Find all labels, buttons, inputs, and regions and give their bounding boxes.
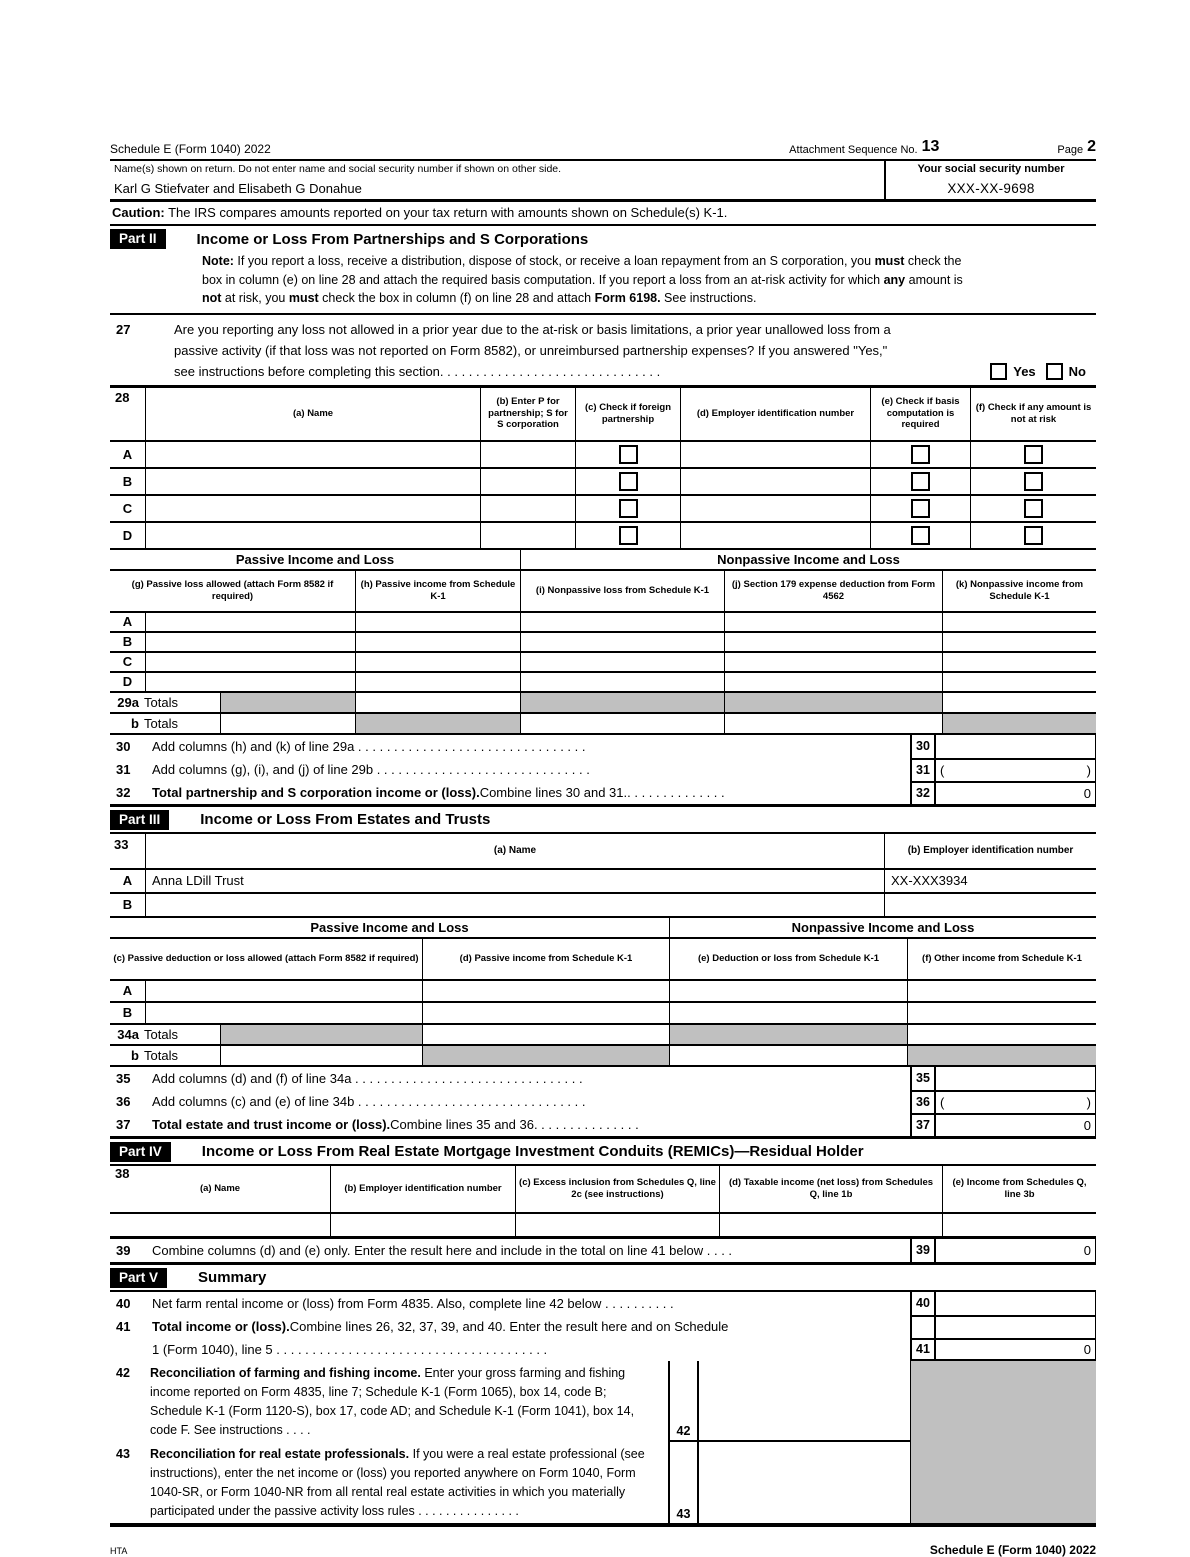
part3-header	[110, 804, 1096, 834]
d-input[interactable]	[422, 1003, 669, 1023]
part5-header	[110, 1262, 1096, 1292]
income-input[interactable]	[942, 1214, 1096, 1236]
part2-note: Note: If you report a loss, receive a distribution, dispose of stock, or receive a loan repayment from an S corporation, you must check the box in column (e) on line 28 and attach the required basis computation. If you report a loss from an at-risk activity for which any amount is not at risk, you must check the box in column (f) on line 28 and attach Form 6198. See instructions.	[202, 254, 963, 305]
line36-text: Add columns (c) and (e) of line 34b . . . . . . . . . . . . . . . . . . . . . . . . . . . . . . . .	[152, 1093, 586, 1109]
line38-number: 38	[115, 1165, 130, 1181]
basis-computation-checkbox[interactable]	[911, 445, 930, 464]
line41-row1	[110, 1315, 1096, 1338]
part4-header	[110, 1136, 1096, 1166]
name-input[interactable]	[145, 469, 480, 494]
basis-computation-checkbox[interactable]	[911, 499, 930, 518]
line30	[110, 735, 1096, 758]
not-at-risk-checkbox[interactable]	[1024, 472, 1043, 491]
h-total-shaded	[355, 714, 520, 733]
line41-amount-spacer	[936, 1315, 1096, 1338]
shaded-area	[910, 1361, 1096, 1523]
line34a-totals-row	[110, 1025, 1096, 1046]
col-b-header: (b) Enter P for partnership; S for S corporation	[480, 388, 575, 440]
ssn-field[interactable]	[884, 161, 1096, 199]
ein-input[interactable]	[680, 523, 870, 548]
pnl3-row-b: B	[110, 1003, 1096, 1025]
line38-row	[110, 1214, 1096, 1239]
line35	[110, 1067, 1096, 1090]
line31-number: 31	[116, 761, 131, 777]
type-input[interactable]	[480, 469, 575, 494]
col-a-header: (a) Name	[145, 834, 884, 868]
trust-ein[interactable]	[884, 894, 1096, 916]
line40-number: 40	[116, 1295, 131, 1311]
ein-input[interactable]	[680, 496, 870, 521]
line41-text: Total income or (loss). Combine lines 26, 32, 37, 39, and 40. Enter the result here and on Schedule	[152, 1318, 729, 1334]
k-input[interactable]	[942, 633, 1096, 651]
line41-box-spacer	[910, 1315, 936, 1338]
line32-number: 32	[116, 784, 131, 800]
reconciliation-block	[110, 1361, 1096, 1527]
j-input[interactable]	[724, 653, 942, 671]
not-at-risk-checkbox[interactable]	[1024, 445, 1043, 464]
line31-amount[interactable]: ( )	[936, 758, 1096, 781]
line37-box-number: 37	[910, 1113, 936, 1136]
c-input[interactable]	[145, 1003, 422, 1023]
k-total-shaded	[942, 714, 1096, 733]
line42-number: 42	[116, 1365, 130, 1380]
col-f-header: (f) Other income from Schedule K-1	[907, 939, 1096, 979]
part3-bar: Part III	[110, 810, 169, 830]
d-total-input[interactable]	[422, 1025, 669, 1044]
line41-row2	[110, 1338, 1096, 1361]
line27-no-label: No	[1068, 363, 1086, 379]
line31-text: Add columns (g), (i), and (j) of line 29b . . . . . . . . . . . . . . . . . . . . . . . . . . . . . .	[152, 761, 590, 777]
d-input[interactable]	[422, 981, 669, 1001]
line32-text: Total partnership and S corporation income or (loss). Combine lines 30 and 31.. . . . . . . . . . . . . .	[152, 784, 725, 800]
line41-text-2: 1 (Form 1040), line 5 . . . . . . . . . . . . . . . . . . . . . . . . . . . . . . . . . . . . . .	[152, 1341, 548, 1357]
line28-row-a: A	[110, 442, 1096, 469]
line35-box-number: 35	[910, 1067, 936, 1090]
line40	[110, 1292, 1096, 1315]
attachment-sequence-label: Attachment Sequence No.	[789, 144, 918, 156]
line43-box-number: 43	[676, 1506, 691, 1521]
page-label: Page	[1057, 144, 1084, 156]
line30-text: Add columns (h) and (k) of line 29a . . . . . . . . . . . . . . . . . . . . . . . . . . . . . . . .	[152, 738, 586, 754]
passive-header: Passive Income and Loss	[235, 551, 395, 567]
j-input[interactable]	[724, 633, 942, 651]
totals-label: Totals	[144, 1047, 178, 1063]
foreign-partnership-checkbox[interactable]	[619, 472, 638, 491]
line28-row-b: B	[110, 469, 1096, 496]
col-e-header: (e) Check if basis computation is required	[870, 388, 970, 440]
k-input[interactable]	[942, 673, 1096, 691]
line43-text-block: 43 Reconciliation for real estate professionals. If you were a real estate professional (see instructions), enter the net income or (loss) you reported anywhere on Form 1040, Form 1040-SR, or Form 1040-NR from all rental real estate activities in which you materially participated under the passive activity loss rules . . . . . . . . . . . . . . .	[110, 1442, 668, 1523]
line33-table	[110, 834, 1096, 918]
line29b-number: b	[131, 715, 139, 731]
line39-box-number: 39	[910, 1239, 936, 1262]
foreign-partnership-checkbox[interactable]	[619, 526, 638, 545]
footer-form-id: Schedule E (Form 1040) 2022	[929, 1542, 1096, 1557]
line33-row-b: B	[110, 894, 1096, 918]
j-input[interactable]	[724, 673, 942, 691]
k-total-input[interactable]	[942, 693, 1096, 712]
e-input[interactable]	[669, 1003, 907, 1023]
col-b-header: (b) Employer identification number	[884, 834, 1096, 868]
line36	[110, 1090, 1096, 1113]
totals-label: Totals	[144, 1026, 178, 1042]
line37-text: Total estate and trust income or (loss). Combine lines 35 and 36. . . . . . . . . . . . . . .	[152, 1116, 639, 1132]
line41-box-number: 41	[910, 1338, 936, 1361]
line27-text-1: Are you reporting any loss not allowed in a prior year due to the at-risk or basis limitations, a prior year unallowed loss from a	[174, 321, 891, 337]
line35-amount[interactable]	[936, 1067, 1096, 1090]
excess-inclusion-input[interactable]	[515, 1214, 719, 1236]
line28-row-d: D	[110, 523, 1096, 550]
name-input[interactable]	[145, 442, 480, 467]
i-input[interactable]	[520, 613, 724, 631]
col-h-header: (h) Passive income from Schedule K-1	[355, 571, 520, 611]
schedule-e-page2	[110, 138, 1096, 1557]
line27-text-3: see instructions before completing this section. . . . . . . . . . . . . . . . . . . . . . . . . . . . . . .	[174, 363, 661, 379]
type-input[interactable]	[480, 523, 575, 548]
line29b-totals-row	[110, 714, 1096, 735]
pnl-row-d: D	[110, 673, 1096, 693]
h-input[interactable]	[355, 653, 520, 671]
line39-amount: 0	[936, 1239, 1096, 1262]
line39	[110, 1239, 1096, 1262]
line30-box-number: 30	[910, 735, 936, 758]
c-total-shaded	[220, 1025, 422, 1044]
g-total-input[interactable]	[220, 714, 355, 733]
g-input[interactable]	[145, 673, 355, 691]
f-input[interactable]	[907, 981, 1096, 1001]
not-at-risk-checkbox[interactable]	[1024, 499, 1043, 518]
line32	[110, 781, 1096, 804]
f-total-input[interactable]	[907, 1025, 1096, 1044]
caution-text: The IRS compares amounts reported on your tax return with amounts shown on Schedule(s) K-1.	[164, 205, 728, 220]
d-total-shaded	[422, 1046, 669, 1065]
basis-computation-checkbox[interactable]	[911, 526, 930, 545]
line35-number: 35	[116, 1070, 131, 1086]
pnl3-row-a: A	[110, 981, 1096, 1003]
part3-income-loss-table	[110, 918, 1096, 1067]
line34a-number: 34a	[117, 1026, 139, 1042]
col-d-header: (d) Employer identification number	[680, 388, 870, 440]
col-c-header: (c) Check if foreign partnership	[575, 388, 680, 440]
line33-row-a: A Anna LDill Trust XX-XXX3934	[110, 870, 1096, 894]
line40-amount[interactable]	[936, 1292, 1096, 1315]
i-total-shaded	[520, 693, 724, 712]
remic-name-input[interactable]	[110, 1214, 330, 1236]
c-total-input[interactable]	[220, 1046, 422, 1065]
ssn-value: XXX-XX-9698	[947, 181, 1035, 196]
type-input[interactable]	[480, 496, 575, 521]
line30-amount[interactable]	[936, 735, 1096, 758]
j-total-shaded	[724, 693, 942, 712]
line28-row-c: C	[110, 496, 1096, 523]
col-b-header: (b) Employer identification number	[330, 1166, 515, 1212]
line37-number: 37	[116, 1116, 131, 1132]
line37	[110, 1113, 1096, 1136]
taxpayer-name: Karl G Stiefvater and Elisabeth G Donahue	[114, 181, 362, 196]
col-i-header: (i) Nonpassive loss from Schedule K-1	[520, 571, 724, 611]
part2-header-block	[110, 226, 1096, 315]
line28-number: 28	[115, 389, 130, 405]
e-total-input[interactable]	[669, 1046, 907, 1065]
col-a-header: (a) Name	[145, 388, 480, 440]
part4-title: Income or Loss From Real Estate Mortgage Investment Conduits (REMICs)—Residual Holder	[201, 1143, 864, 1160]
line30-number: 30	[116, 738, 131, 754]
line32-amount: 0	[936, 781, 1096, 804]
i-input[interactable]	[520, 673, 724, 691]
line27-yes-checkbox[interactable]	[990, 363, 1007, 380]
col-d-header: (d) Taxable income (net loss) from Schedules Q, line 1b	[719, 1166, 942, 1212]
ein-input[interactable]	[680, 469, 870, 494]
h-input[interactable]	[355, 673, 520, 691]
part2-title: Income or Loss From Partnerships and S Corporations	[196, 230, 589, 248]
part2-income-loss-table	[110, 550, 1096, 735]
col-c-header: (c) Passive deduction or loss allowed (attach Form 8582 if required)	[113, 952, 419, 964]
e-total-shaded	[669, 1025, 907, 1044]
part5-bar: Part V	[110, 1268, 167, 1288]
name-ssn-row	[110, 161, 1096, 202]
line27-no-checkbox[interactable]	[1046, 363, 1063, 380]
foreign-partnership-checkbox[interactable]	[619, 499, 638, 518]
name-label: Name(s) shown on return. Do not enter name and social security number if shown on other side.	[114, 163, 562, 175]
trust-name[interactable]: Anna LDill Trust	[145, 870, 884, 892]
col-a-header: (a) Name	[199, 1182, 241, 1194]
line40-text: Net farm rental income or (loss) from Form 4835. Also, complete line 42 below . . . . . . . . . .	[152, 1295, 674, 1311]
j-input[interactable]	[724, 613, 942, 631]
caution-label: Caution:	[112, 205, 165, 220]
col-e-header: (e) Deduction or loss from Schedule K-1	[669, 939, 907, 979]
col-d-header: (d) Passive income from Schedule K-1	[422, 939, 669, 979]
line42-amount[interactable]	[699, 1361, 910, 1442]
line36-amount[interactable]: ( )	[936, 1090, 1096, 1113]
line34b-number: b	[131, 1047, 139, 1063]
e-input[interactable]	[669, 981, 907, 1001]
f-total-shaded	[907, 1046, 1096, 1065]
totals-label: Totals	[144, 715, 178, 731]
line29a-totals-row	[110, 693, 1096, 714]
line27-text-2: passive activity (if that loss was not reported on Form 8582), or unreimbursed partnership expenses? If you answered "Yes,"	[174, 342, 888, 358]
i-input[interactable]	[520, 633, 724, 651]
part2-bar: Part II	[110, 229, 166, 249]
line40-box-number: 40	[910, 1292, 936, 1315]
h-input[interactable]	[355, 633, 520, 651]
taxable-income-input[interactable]	[719, 1214, 942, 1236]
name-input[interactable]	[145, 523, 480, 548]
passive-header: Passive Income and Loss	[310, 919, 469, 935]
page-footer	[110, 1543, 1096, 1557]
line42-text-block: 42 Reconciliation of farming and fishing income. Enter your gross farming and fishing income reported on Form 4835, line 7; Schedule K-1 (Form 1065), box 14, code B; Schedule K-1 (Form 1120-S), box 17, code AD; and Schedule K-1 (Form 1041), box 14, code F. See instructions . . . .	[110, 1361, 668, 1442]
i-total-input[interactable]	[520, 714, 724, 733]
remic-ein-input[interactable]	[330, 1214, 515, 1236]
line38-table	[110, 1166, 1096, 1239]
line34b-totals-row	[110, 1046, 1096, 1067]
line43-number: 43	[116, 1446, 130, 1461]
line36-number: 36	[116, 1093, 131, 1109]
line41-number: 41	[116, 1318, 131, 1334]
g-input[interactable]	[145, 613, 355, 631]
totals-label: Totals	[144, 694, 178, 710]
col-c-header: (c) Excess inclusion from Schedules Q, line 2c (see instructions)	[515, 1166, 719, 1212]
ein-input[interactable]	[680, 442, 870, 467]
line31	[110, 758, 1096, 781]
h-input[interactable]	[355, 613, 520, 631]
line41-amount: 0	[936, 1338, 1096, 1361]
i-input[interactable]	[520, 653, 724, 671]
col-g-header: (g) Passive loss allowed (attach Form 8582 if required)	[131, 579, 334, 602]
line37-amount: 0	[936, 1113, 1096, 1136]
col-f-header: (f) Check if any amount is not at risk	[970, 388, 1096, 440]
name-field[interactable]	[110, 161, 884, 199]
col-e-header: (e) Income from Schedules Q, line 3b	[942, 1166, 1096, 1212]
c-input[interactable]	[145, 981, 422, 1001]
pnl-row-b: B	[110, 633, 1096, 653]
nonpassive-header: Nonpassive Income and Loss	[520, 550, 1096, 569]
g-input[interactable]	[145, 633, 355, 651]
attachment-sequence-number: 13	[921, 138, 940, 155]
page-header	[110, 138, 1096, 161]
k-input[interactable]	[942, 613, 1096, 631]
basis-computation-checkbox[interactable]	[911, 472, 930, 491]
line27-yes-label: Yes	[1013, 363, 1036, 379]
line39-text: Combine columns (d) and (e) only. Enter the result here and include in the total on line 41 below . . . .	[152, 1242, 733, 1258]
line42-box-number: 42	[670, 1361, 697, 1442]
line27-number: 27	[116, 321, 131, 337]
line28-table	[110, 388, 1096, 550]
line43-amount[interactable]	[699, 1442, 910, 1523]
foreign-partnership-checkbox[interactable]	[619, 445, 638, 464]
trust-ein[interactable]: XX-XXX3934	[884, 870, 1096, 892]
caution-row	[110, 202, 1096, 226]
page-number: 2	[1087, 138, 1096, 155]
line39-number: 39	[116, 1242, 131, 1258]
nonpassive-header: Nonpassive Income and Loss	[669, 918, 1096, 937]
line36-box-number: 36	[910, 1090, 936, 1113]
f-input[interactable]	[907, 1003, 1096, 1023]
col-j-header: (j) Section 179 expense deduction from Form 4562	[724, 571, 942, 611]
g-input[interactable]	[145, 653, 355, 671]
pnl-row-c: C	[110, 653, 1096, 673]
pnl-row-a: A	[110, 613, 1096, 633]
g-total-shaded	[220, 693, 355, 712]
hta-label: HTA	[110, 1545, 128, 1556]
trust-name[interactable]	[145, 894, 884, 916]
part3-title: Income or Loss From Estates and Trusts	[200, 811, 491, 828]
h-total-input[interactable]	[355, 693, 520, 712]
line33-number: 33	[114, 836, 129, 852]
line29a-number: 29a	[117, 694, 139, 710]
k-input[interactable]	[942, 653, 1096, 671]
line27	[110, 315, 1096, 388]
type-input[interactable]	[480, 442, 575, 467]
line35-text: Add columns (d) and (f) of line 34a . . . . . . . . . . . . . . . . . . . . . . . . . . . . . . . .	[152, 1070, 583, 1086]
line31-box-number: 31	[910, 758, 936, 781]
col-k-header: (k) Nonpassive income from Schedule K-1	[942, 571, 1096, 611]
line32-box-number: 32	[910, 781, 936, 804]
ssn-label: Your social security number	[917, 163, 1065, 175]
name-input[interactable]	[145, 496, 480, 521]
part5-title: Summary	[198, 1269, 267, 1286]
j-total-input[interactable]	[724, 714, 942, 733]
not-at-risk-checkbox[interactable]	[1024, 526, 1043, 545]
part4-bar: Part IV	[110, 1142, 171, 1162]
form-id: Schedule E (Form 1040) 2022	[110, 142, 271, 156]
